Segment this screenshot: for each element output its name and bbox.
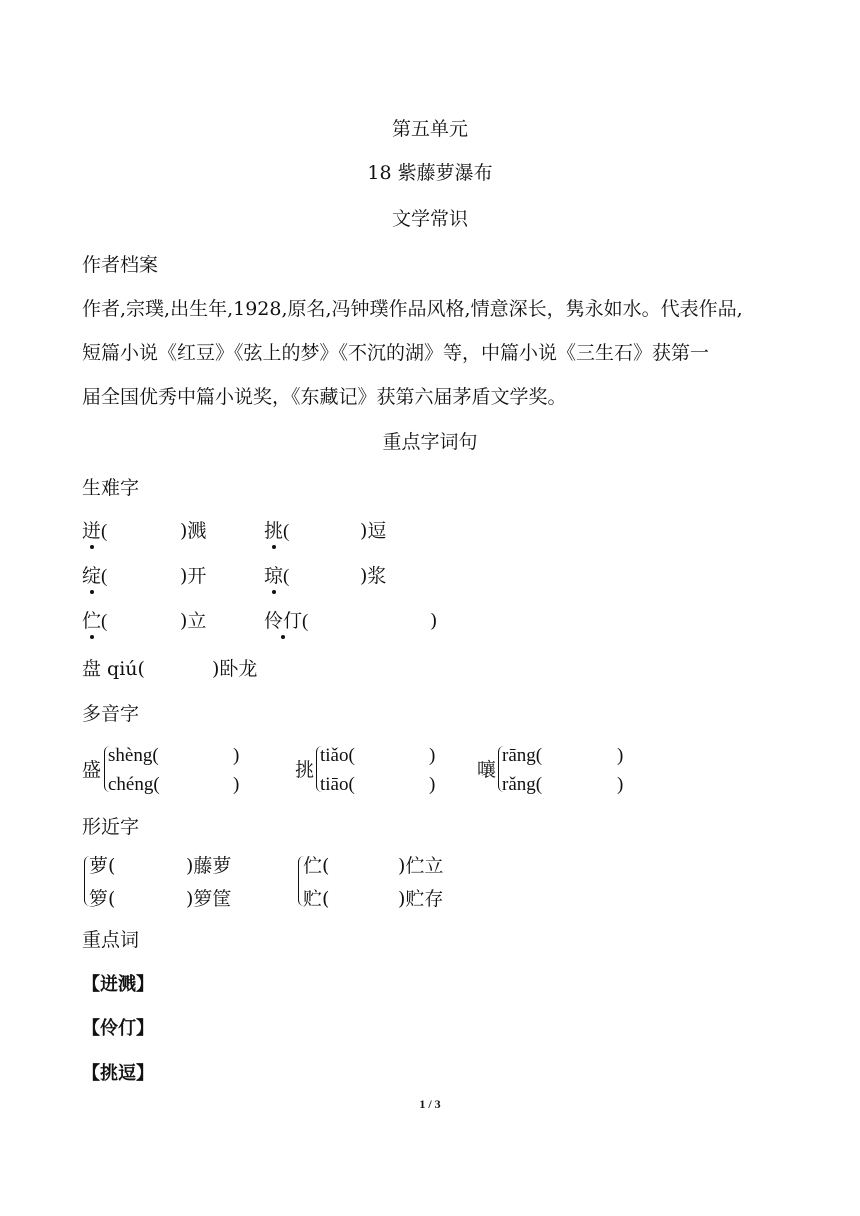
polyphone-char: 盛 — [82, 759, 102, 781]
hard-chars-extra-prefix: 盘 qiú( — [82, 658, 145, 680]
hard-char: 绽 — [82, 565, 102, 587]
key-word: 【挑逗】 — [82, 1063, 154, 1084]
reading-1-end: ) — [429, 745, 436, 766]
blank-open: ( — [283, 566, 290, 587]
blank-open: ( — [101, 566, 108, 587]
blank-close: )开 — [180, 565, 207, 587]
similar-word-2: )箩筐 — [186, 888, 232, 910]
hard-chars-extra-suffix: )卧龙 — [212, 658, 258, 680]
similar-word-2: )贮存 — [398, 888, 444, 910]
blank-close: )逗 — [360, 520, 387, 542]
reading-1: tiǎo( — [320, 745, 355, 766]
author-line-3: 届全国优秀中篇小说奖，《东藏记》获第六届茅盾文学奖。 — [82, 386, 567, 408]
reading-2-end: ) — [429, 774, 436, 795]
blank-open: ( — [283, 521, 290, 542]
section-literature-heading: 文学常识 — [391, 208, 468, 230]
similar-char-2: 箩( — [89, 888, 116, 910]
blank-close: )溅 — [180, 520, 207, 542]
blank-open: ( — [302, 611, 309, 632]
polyphone-heading: 多音字 — [82, 703, 140, 725]
hard-char: 琼 — [264, 565, 284, 587]
hard-char: 挑 — [264, 520, 284, 542]
similar-word-1: )藤萝 — [186, 855, 232, 877]
author-heading: 作者档案 — [82, 254, 159, 276]
blank-close: )浆 — [360, 565, 387, 587]
reading-1-end: ) — [617, 745, 624, 766]
similar-heading: 形近字 — [82, 816, 140, 838]
polyphone-char: 嚷 — [477, 759, 497, 781]
similar-char-1: 伫( — [303, 855, 330, 877]
hard-char: 伫 — [82, 610, 102, 632]
blank-close: )立 — [180, 610, 207, 632]
reading-2: tiāo( — [320, 774, 355, 795]
hard-chars-heading: 生难字 — [82, 477, 140, 499]
reading-1: shèng( — [108, 745, 159, 766]
reading-2-end: ) — [233, 774, 240, 795]
hard-char: 伶仃 — [264, 610, 303, 632]
reading-2: rǎng( — [502, 774, 543, 795]
key-words-heading: 重点词 — [82, 929, 140, 951]
blank-close: ) — [430, 610, 438, 632]
page-number: 1 / 3 — [419, 1097, 441, 1111]
unit-title: 第五单元 — [391, 118, 468, 140]
blank-open: ( — [101, 521, 108, 542]
author-line-2: 短篇小说《红豆》《弦上的梦》《不沉的湖》等，中篇小说《三生石》获第一 — [82, 342, 710, 364]
hard-char: 迸 — [82, 520, 102, 542]
reading-1-end: ) — [233, 745, 240, 766]
reading-2-end: ) — [617, 774, 624, 795]
reading-2: chéng( — [108, 774, 160, 795]
key-word: 【迸溅】 — [82, 974, 154, 995]
polyphone-char: 挑 — [295, 759, 315, 781]
author-line-1: 作者,宗璞,出生年,1928,原名,冯钟璞作品风格,情意深长，隽永如水。代表作品, — [82, 298, 743, 320]
lesson-title: 18 紫藤萝瀑布 — [367, 162, 493, 184]
similar-char-2: 贮( — [303, 888, 330, 910]
key-word: 【伶仃】 — [82, 1018, 154, 1039]
similar-char-1: 萝( — [89, 855, 116, 877]
section-key-heading: 重点字词句 — [382, 431, 478, 453]
blank-open: ( — [101, 611, 108, 632]
reading-1: rāng( — [502, 745, 543, 766]
similar-word-1: )伫立 — [398, 855, 444, 877]
